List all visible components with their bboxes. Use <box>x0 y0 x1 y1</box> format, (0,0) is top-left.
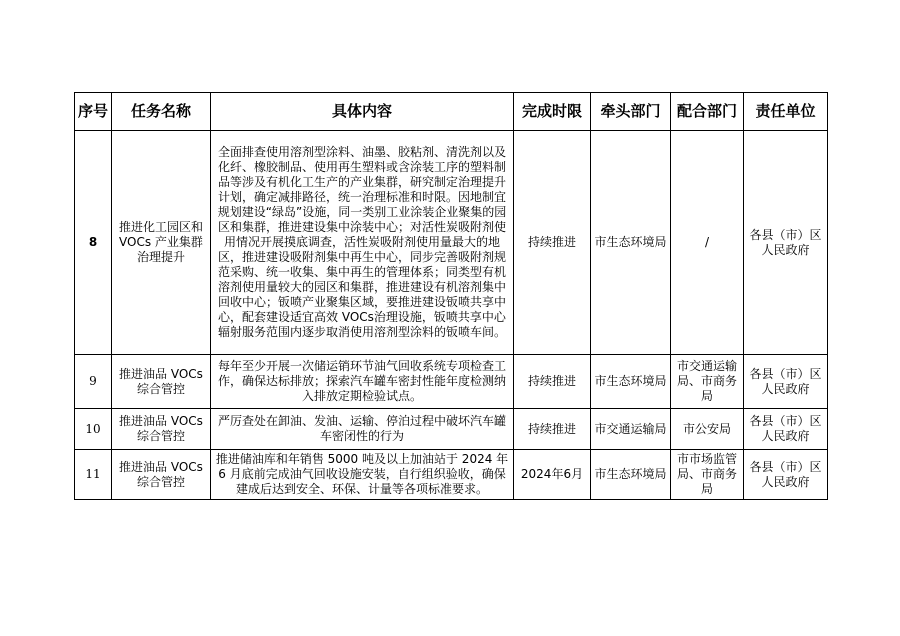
table-header-row <box>75 93 828 131</box>
row-lead: 市生态环境局 <box>591 450 671 500</box>
row-task: 推进化工园区和 VOCs 产业集群治理提升 <box>112 131 211 355</box>
row-cooperate: 市交通运输局、市商务局 <box>671 355 744 409</box>
table-row <box>75 355 828 409</box>
header-task: 任务名称 <box>112 93 211 131</box>
table-row <box>75 450 828 500</box>
row-responsible: 各县（市）区人民政府 <box>744 131 828 355</box>
row-responsible: 各县（市）区人民政府 <box>744 409 828 450</box>
task-table <box>74 92 828 500</box>
table-row <box>75 409 828 450</box>
row-cooperate: 市公安局 <box>671 409 744 450</box>
header-no: 序号 <box>75 93 112 131</box>
header-cooperate: 配合部门 <box>671 93 744 131</box>
row-responsible: 各县（市）区人民政府 <box>744 355 828 409</box>
row-cooperate: 市市场监管局、市商务局 <box>671 450 744 500</box>
row-content: 严厉查处在卸油、发油、运输、停泊过程中破坏汽车罐车密闭性的行为 <box>211 409 514 450</box>
row-deadline: 持续推进 <box>514 131 591 355</box>
row-lead: 市生态环境局 <box>591 131 671 355</box>
row-task: 推进油品 VOCs 综合管控 <box>112 409 211 450</box>
header-deadline: 完成时限 <box>514 93 591 131</box>
row-task: 推进油品 VOCs 综合管控 <box>112 355 211 409</box>
row-cooperate: / <box>671 131 744 355</box>
header-lead: 牵头部门 <box>591 93 671 131</box>
row-lead: 市生态环境局 <box>591 355 671 409</box>
header-responsible: 责任单位 <box>744 93 828 131</box>
header-content: 具体内容 <box>211 93 514 131</box>
row-deadline: 2024年6月 <box>514 450 591 500</box>
row-content: 每年至少开展一次储运销环节油气回收系统专项检查工作，确保达标排放；探索汽车罐车密封性能年度检测纳入排放定期检验试点。 <box>211 355 514 409</box>
row-task: 推进油品 VOCs 综合管控 <box>112 450 211 500</box>
row-no: 9 <box>75 355 112 409</box>
table-row <box>75 131 828 355</box>
row-no: 10 <box>75 409 112 450</box>
row-content: 推进储油库和年销售 5000 吨及以上加油站于 2024 年 6 月底前完成油气回收设施安装，自行组织验收，确保建成后达到安全、环保、计量等各项标准要求。 <box>211 450 514 500</box>
row-no: 11 <box>75 450 112 500</box>
row-deadline: 持续推进 <box>514 355 591 409</box>
row-deadline: 持续推进 <box>514 409 591 450</box>
row-lead: 市交通运输局 <box>591 409 671 450</box>
row-content: 全面排查使用溶剂型涂料、油墨、胶粘剂、清洗剂以及化纤、橡胶制品、使用再生塑料或含涂装工序的塑料制品等涉及有机化工生产的产业集群，研究制定治理提升计划，确定减排路径，统一治理标准和时限。因地制宜规划建设“绿岛”设施，同一类别工业涂装企业聚集的园区和集群，推进建设集中涂装中心；对活性炭吸附剂使用情况开展摸底调查，活性炭吸附剂使用量最大的地区，推进建设吸附剂集中再生中心，同步完善吸附剂规范采购、统一收集、集中再生的管理体系；同类型有机溶剂使用量较大的园区和集群，推进建设有机溶剂集中回收中心；钣喷产业聚集区域，要推进建设钣喷共享中心，配套建设适宜高效 VOCs治理设施，钣喷共享中心辐射服务范围内逐步取消使用溶剂型涂料的钣喷车间。 <box>211 131 514 355</box>
row-no: 8 <box>75 131 112 355</box>
row-responsible: 各县（市）区人民政府 <box>744 450 828 500</box>
